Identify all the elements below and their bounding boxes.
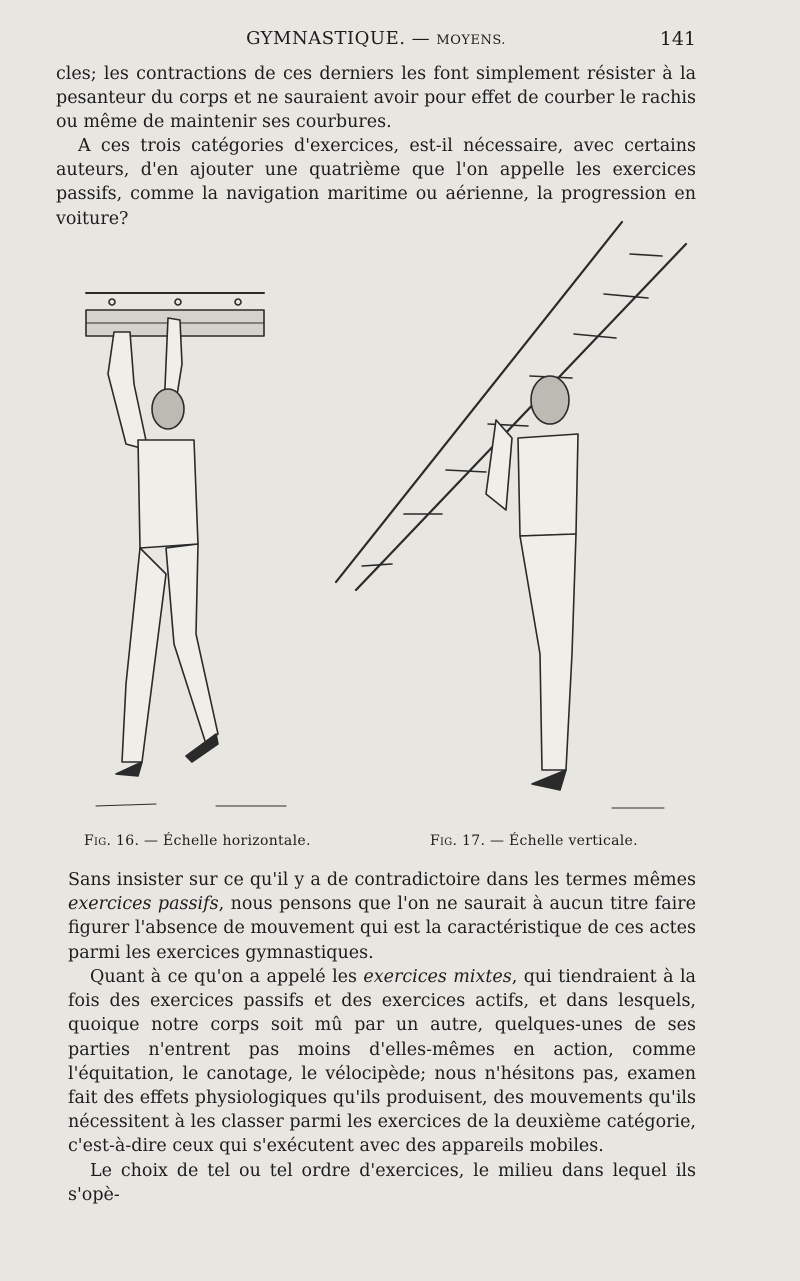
paragraph-5: Le choix de tel ou tel ordre d'exercices, le milieu dans lequel ils s'opè- — [68, 1161, 696, 1206]
page-number: 141 — [659, 28, 696, 50]
figures-illustration — [56, 214, 716, 824]
engraving-illustration — [56, 214, 716, 824]
paragraph-1: cles; les contractions de ces derniers les font simplement résister à la pesanteur du corps et ne sauraient avoir pour effet de courber le rachis ou même de maintenir ses courbures. — [56, 64, 696, 133]
inclined-ladder-drawing — [336, 222, 686, 590]
hanging-man-drawing — [96, 318, 286, 806]
running-title: GYMNASTIQUE. — MOYENS. — [246, 28, 506, 49]
running-header — [56, 28, 696, 54]
figure-16-caption: Fig. 16. — Échelle horizontale. — [84, 833, 311, 849]
paragraph-4: Quant à ce qu'on a appelé les exercices mixtes, qui tiendraient à la fois des exercices passifs et des exercices actifs, et dans lesquels, quoique notre corps soit mû par un autre, quelques-unes de ses parties n'entrent pas moins d'elles-mêmes en action, comme l'équitation, le canotage, le vélocipède; nous n'hésitons pas, examen fait des effets physiologiques qu'ils produisent, des mouvements qu'ils nécessitent à les classer parmi les exercices de la deuxième catégorie, c'est-à-dire ceux qui s'exécutent avec des appareils mobiles. — [68, 967, 696, 1157]
paragraph-3: Sans insister sur ce qu'il y a de contradictoire dans les termes mêmes exercices passifs, nous pensons que l'on ne saurait à aucun titre faire figurer l'absence de mouvement qui est la caractéristique de ces actes parmi les exercices gymnastiques. — [68, 870, 696, 963]
figure-17-caption: Fig. 17. — Échelle verticale. — [430, 833, 638, 849]
paragraph-2: A ces trois catégories d'exercices, est-il nécessaire, avec certains auteurs, d'en ajouter une quatrième que l'on appelle les exercices passifs, comme la navigation maritime ou aérienne, la progression en voiture? — [56, 136, 696, 229]
climbing-man-drawing — [486, 376, 664, 808]
